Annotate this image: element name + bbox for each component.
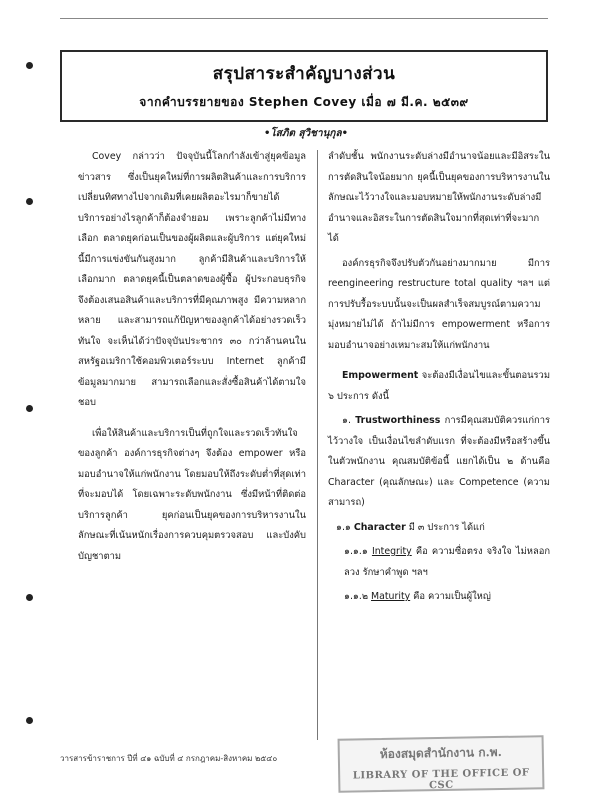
item-number: ๑. (342, 415, 351, 426)
title-box (60, 50, 548, 122)
item-integrity (328, 542, 550, 583)
author-name: •โสภิต สุวิชานุกุล• (264, 128, 348, 139)
bullet-hole (26, 198, 33, 205)
empowerment-text: จะต้องมีเงื่อนไขและขั้นตอนรวม ๖ ประการ ดังนี้ (328, 370, 550, 402)
item-character (328, 518, 550, 539)
left-column (78, 147, 306, 571)
item-text: การมีคุณสมบัติควรแก่การไว้วางใจ เป็นเงื่อนไขลำดับแรก ที่จะต้องมีหรือสร้างขึ้นในตัวพนักงาน คุณสมบัติข้อนี้ แยกได้เป็น ๒ ด้านคือ Character (คุณลักษณะ) และ Competence (ความสามารถ) (328, 415, 551, 508)
journal-footer: วารสารข้าราชการ ปีที่ ๔๑ ฉบับที่ ๔ กรกฎาคม-สิงหาคม ๒๕๔๐ (60, 754, 278, 763)
left-paragraph: Covey กล่าวว่า ปัจจุบันนี้โลกกำลังเข้าสู่ยุคข้อมูลข่าวสาร ซึ่งเป็นยุคใหม่ที่การผลิตสินค้าและการบริการ เปลี่ยนทิศทางไปจากเดิมที่เคยผลิตอะไรมาก็ขายได้ บริการอย่างไรลูกค้าก็ต้องจำยอม เพราะลูกค้าไม่มีทางเลือก ตลาดยุคก่อนเป็นของผู้ผลิตและผู้บริการ แต่ยุคใหม่นี้มีการแข่งขันกันสูงมาก ลูกค้ามีสินค้าและบริการให้เลือกมาก ตลาดยุคนี้เป็นตลาดของผู้ซื้อ ผู้ประกอบธุรกิจจึงต้องเสนอสินค้าและบริการที่มีคุณภาพสูง มีความหลากหลาย และสามารถแก้ปัญหาของลูกค้าได้อย่างรวดเร็วทันใจ จะเห็นได้ว่าปัจจุบันประชากร ๓๐ กว่าล้านคนในสหรัฐอเมริกาใช้คอมพิวเตอร์ระบบ Internet ลูกค้ามีข้อมูลมากมาย สามารถเลือกและสั่งซื้อสินค้าได้ตามใจชอบ (78, 151, 306, 408)
stamp-english-text: LIBRARY OF THE OFFICE OF CSC (352, 767, 530, 792)
bullet-hole (26, 717, 33, 724)
bullet-hole (26, 62, 33, 69)
item-text: คือ ความเป็นผู้ใหญ่ (413, 591, 491, 602)
stamp-thai-text: ห้องสมุดสำนักงาน ก.พ. (379, 744, 502, 762)
right-paragraph: องค์กรธุรกิจจึงปรับตัวกันอย่างมากมาย มีการ reengineering restructure total quality ฯลฯ แต่การปรับรื้อระบบนั้นจะเป็นผลสำเร็จสมบูรณ์ตามความมุ่งหมายไม่ได้ ถ้าไม่มีการ empowerment หรือการมอบอำนาจอย่างเหมาะสมให้แก่พนักงาน (328, 257, 550, 351)
item-maturity (328, 587, 550, 608)
top-rule (60, 18, 548, 19)
item-keyword: Maturity (371, 591, 411, 602)
item-keyword: Character (353, 521, 406, 533)
item-text: มี ๓ ประการ ได้แก่ (408, 521, 485, 533)
item-keyword: Integrity (371, 546, 412, 557)
item-keyword: Trustworthiness (355, 415, 441, 426)
bullet-hole (26, 405, 33, 412)
item-number: ๑.๑.๒ (344, 591, 369, 602)
item-text: คือ ความซื่อตรง จริงใจ ไม่หลอกลวง รักษาคำพูด ฯลฯ (344, 546, 551, 578)
item-trustworthiness (328, 411, 550, 514)
empowerment-keyword: Empowerment (342, 370, 419, 381)
column-divider (317, 150, 318, 740)
article-subtitle: จากคำบรรยายของ Stephen Covey เมื่อ ๗ มี.ค. ๒๕๓๙ (139, 95, 469, 109)
right-column (328, 147, 550, 612)
article-title: สรุปสาระสำคัญบางส่วน (212, 64, 396, 84)
left-paragraph: เพื่อให้สินค้าและบริการเป็นที่ถูกใจและรวดเร็วทันใจของลูกค้า องค์การธุรกิจต่างๆ จึงต้อง empower หรือมอบอำนาจให้แก่พนักงาน โดยมอบให้ถึงระดับต่ำที่สุดเท่าที่จะมอบได้ โดยเฉพาะระดับพนักงาน ซึ่งมีหน้าที่ติดต่อบริการลูกค้า ยุคก่อนเป็นยุคของการบริหารงานในลักษณะที่เน้นหนักเรื่องการควบคุมตรวจสอบ และบังคับบัญชาตาม (78, 427, 306, 562)
empowerment-paragraph (328, 366, 550, 407)
library-stamp (338, 735, 545, 793)
item-number: ๑.๑ (336, 521, 351, 533)
right-paragraph: ลำดับชั้น พนักงานระดับล่างมีอำนาจน้อยและมีอิสระในการตัดสินใจน้อยมาก ยุคนี้เป็นยุคของการบริหารงานในลักษณะไว้วางใจและมอบหมายให้พนักงานระดับล่างมีอำนาจและอิสระในการตัดสินใจมากที่สุดเท่าที่จะมากได้ (328, 151, 550, 244)
bullet-hole (26, 594, 33, 601)
item-number: ๑.๑.๑ (344, 546, 368, 557)
